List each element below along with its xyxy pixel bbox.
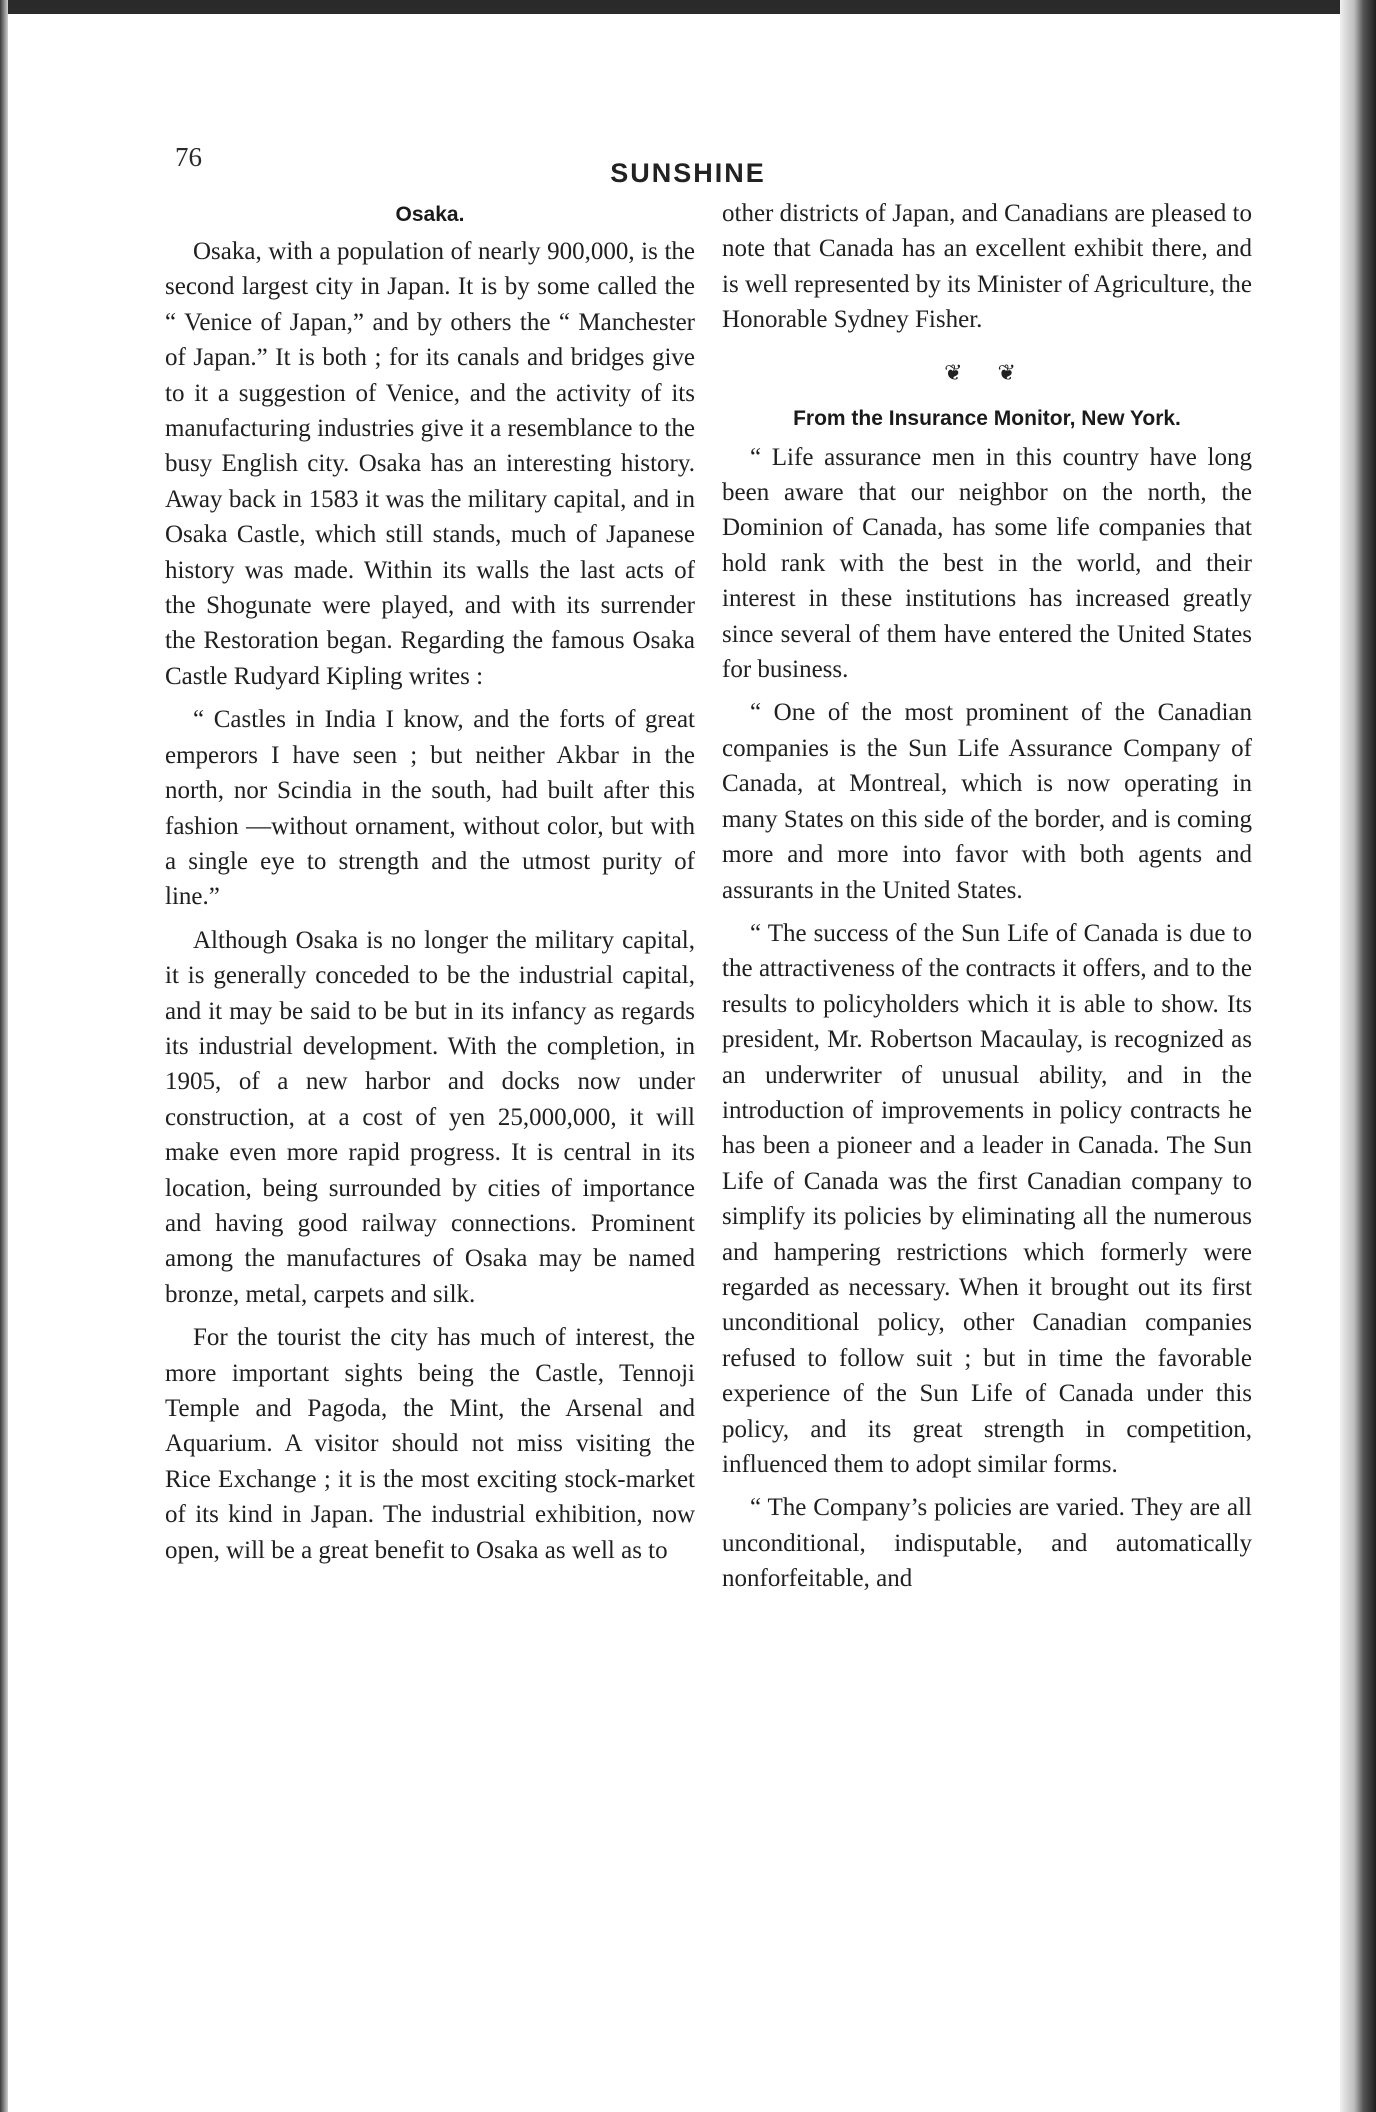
paragraph: For the tourist the city has much of interest, the more important sights being the Castle, Tennoji Temple and Pagoda, the Mint, the Arsenal and Aquarium. A visitor should not miss visiting the Rice Exchange ; it is the most exciting stock-market of its kind in Japan. The industrial exhibition, now open, will be a great benefit to Osaka as well as to [165,1324,695,1564]
page-number: 76 [175,142,202,172]
quote-paragraph: “ The success of the Sun Life of Canada is due to the attractiveness of the contracts it offers, and to the results to policyholders which it is able to show. Its president, Mr. Robertson Macaulay, is recognized as an underwriter of unusual ability, and in the introduction of improvements in policy contracts he has been a pioneer and a leader in Canada. The Sun Life of Canada was the first Canadian company to simplify its policies by eliminating all the numerous and hampering restrictions which formerly were regarded as necessary. When it brought out its first unconditional policy, other Canadian companies refused to follow suit ; but in time the favorable experience of the Sun Life of Canada under this policy, and its great strength in competition, influenced them to adopt similar forms. [722,919,1252,1478]
section-heading-insurance-monitor: From the Insurance Monitor, New York. [793,406,1181,430]
running-head: SUNSHINE [610,158,766,188]
quote-paragraph: “ One of the most prominent of the Canadian companies is the Sun Life Assurance Company of Canada, at Montreal, which is now operating in many States on this side of the border, and is coming more and more into favor with both agents and assurants in the United States. [722,699,1252,904]
leaf-ornament-icon: ❦ ❦ [944,360,1030,386]
paragraph: Although Osaka is no longer the military capital, it is generally conceded to be the industrial capital, and it may be said to be but in its infancy as regards its industrial development. With the completion, in 1905, of a new harbor and docks now under construction, at a cost of yen 25,000,000, it will make even more rapid progress. It is central in its location, being surrounded by cities of importance and having good railway connections. Prominent among the manufactures of Osaka may be named bronze, metal, carpets and silk. [165,926,695,1308]
right-column [722,196,1252,1605]
left-scan-edge [0,0,8,2112]
right-scan-edge [1340,0,1376,2112]
quote-paragraph: “ The Company’s policies are varied. They are all unconditional, indisputable, and automatically nonforfeitable, and [722,1494,1252,1593]
quote-paragraph: “ Castles in India I know, and the forts of great emperors I have seen ; but neither Akbar in the north, nor Scindia in the south, had built after this fashion —without ornament, without color, but with a single eye to strength and the utmost purity of line.” [165,706,695,911]
section-heading-osaka: Osaka. [395,203,465,226]
continued-paragraph: other districts of Japan, and Canadians are pleased to note that Canada has an excellent exhibit there, and is well represented by its Minister of Agriculture, the Honorable Sydney Fisher. [722,200,1252,334]
quote-paragraph: “ Life assurance men in this country have long been aware that our neighbor on the north, the Dominion of Canada, has some life companies that hold rank with the best in the world, and their interest in these institutions has increased greatly since several of them have entered the United States for business. [722,443,1252,684]
left-column [165,196,695,1576]
paragraph: Osaka, with a population of nearly 900,000, is the second largest city in Japan. It is by some called the “ Venice of Japan,” and by others the “ Manchester of Japan.” It is both ; for its canals and bridges give to it a suggestion of Venice, and the activity of its manufacturing industries give it a resemblance to the busy English city. Osaka has an interesting history. Away back in 1583 it was the military capital, and in Osaka Castle, which still stands, much of Japanese history was made. Within its walls the last acts of the Shogunate were played, and with its surrender the Restoration began. Regarding the famous Osaka Castle Rudyard Kipling writes : [165,238,695,690]
